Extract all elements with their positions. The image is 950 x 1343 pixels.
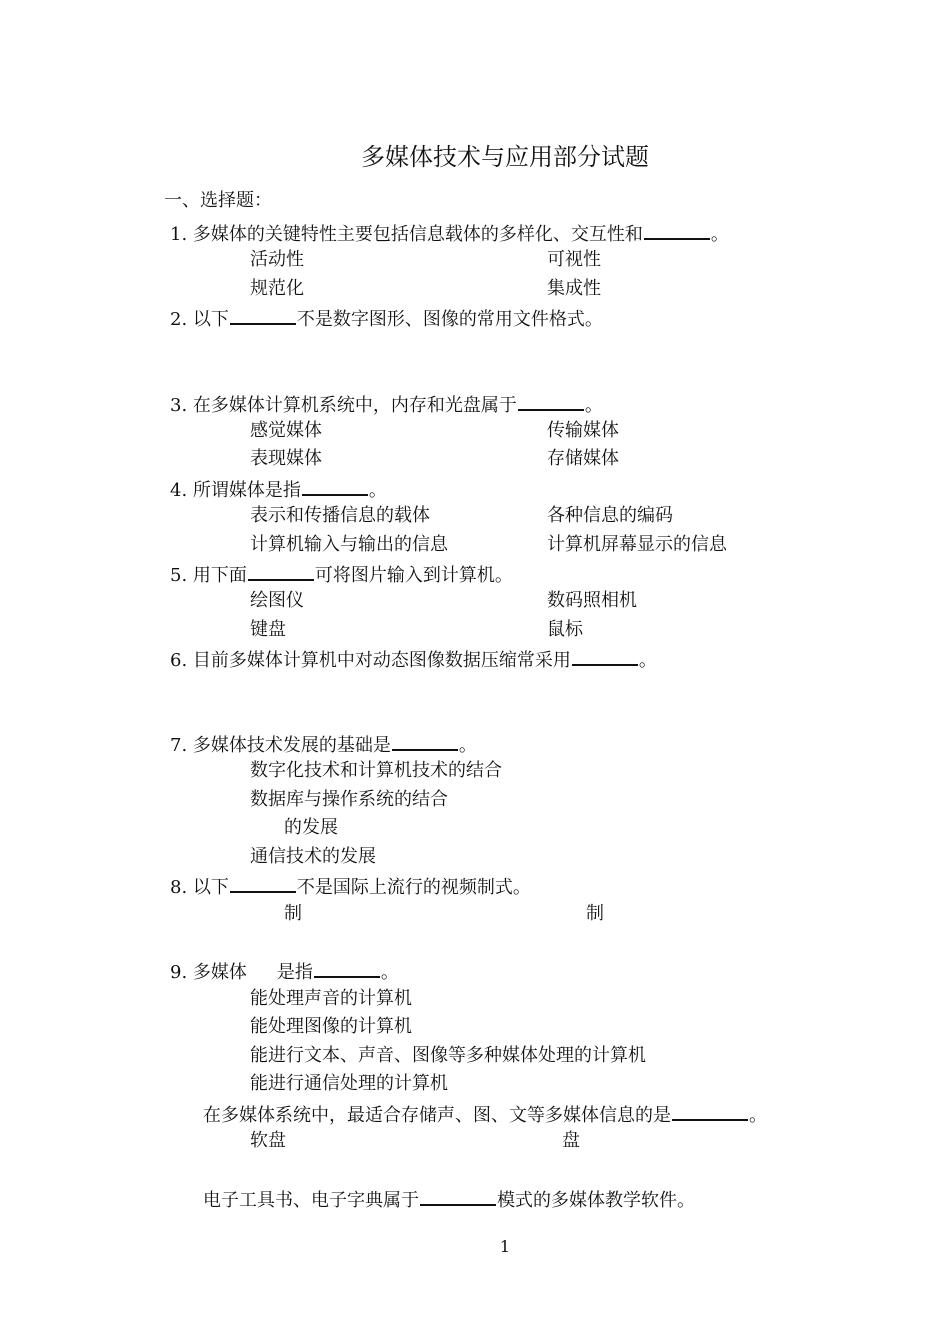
option: 计算机屏幕显示的信息 bbox=[547, 534, 727, 555]
option: 数码照相机 bbox=[547, 590, 637, 611]
question-text-end: 。 bbox=[638, 650, 657, 671]
option: 制 bbox=[586, 903, 604, 924]
question-number: 9. bbox=[170, 962, 188, 983]
question-11 bbox=[203, 1187, 695, 1212]
question-text-end: 不是数字图形、图像的常用文件格式。 bbox=[296, 309, 603, 330]
question-4 bbox=[170, 477, 387, 502]
question-number: 7. bbox=[170, 735, 188, 756]
option: 集成性 bbox=[547, 278, 601, 299]
answer-blank bbox=[644, 221, 710, 240]
option: 通信技术的发展 bbox=[250, 846, 376, 867]
question-number: 2. bbox=[170, 309, 188, 330]
option: 感觉媒体 bbox=[250, 420, 322, 441]
question-text-end: 。 bbox=[584, 395, 603, 416]
option: 鼠标 bbox=[547, 619, 583, 640]
option: 规范化 bbox=[250, 278, 304, 299]
question-text-end: 不是国际上流行的视频制式。 bbox=[296, 877, 531, 898]
option: 可视性 bbox=[547, 249, 601, 270]
question-text: 以下 bbox=[192, 877, 229, 898]
option: 软盘 bbox=[250, 1130, 286, 1151]
answer-blank bbox=[572, 647, 638, 666]
question-number: 1. bbox=[170, 224, 188, 245]
answer-blank bbox=[672, 1102, 748, 1121]
option: 各种信息的编码 bbox=[547, 505, 673, 526]
question-text: 多媒体技术发展的基础是 bbox=[192, 735, 391, 756]
question-2 bbox=[170, 306, 603, 331]
option: 表现媒体 bbox=[250, 448, 322, 469]
question-text-end: 。 bbox=[368, 480, 387, 501]
question-8 bbox=[170, 874, 531, 899]
question-text-2: 是指 bbox=[276, 962, 313, 983]
option: 盘 bbox=[562, 1130, 580, 1151]
option: 数字化技术和计算机技术的结合 bbox=[250, 760, 502, 781]
question-text-end: 。 bbox=[749, 1105, 767, 1126]
question-text: 多媒体的关键特性主要包括信息载体的多样化、交互性和 bbox=[192, 224, 643, 245]
answer-blank bbox=[518, 392, 584, 411]
option: 制 bbox=[284, 903, 302, 924]
answer-blank bbox=[230, 306, 296, 325]
question-number: 3. bbox=[170, 395, 188, 416]
answer-blank bbox=[302, 477, 368, 496]
option: 的发展 bbox=[284, 817, 338, 838]
page-title: 多媒体技术与应用部分试题 bbox=[361, 143, 649, 171]
question-9 bbox=[170, 959, 399, 984]
question-number: 5. bbox=[170, 565, 188, 586]
question-text: 电子工具书、电子字典属于 bbox=[203, 1190, 419, 1211]
option: 键盘 bbox=[250, 619, 286, 640]
answer-blank bbox=[392, 732, 458, 751]
answer-blank bbox=[230, 874, 296, 893]
question-text: 用下面 bbox=[192, 565, 247, 586]
question-text: 多媒体 bbox=[192, 962, 247, 983]
question-text-end: 。 bbox=[380, 962, 399, 983]
question-5 bbox=[170, 562, 513, 587]
option: 能处理图像的计算机 bbox=[250, 1016, 412, 1037]
option: 绘图仪 bbox=[250, 590, 304, 611]
question-3 bbox=[170, 392, 603, 417]
question-text-end: 模式的多媒体教学软件。 bbox=[497, 1190, 695, 1211]
question-text: 在多媒体计算机系统中，内存和光盘属于 bbox=[192, 395, 517, 416]
page-number: 1 bbox=[499, 1237, 511, 1256]
answer-blank bbox=[420, 1187, 496, 1206]
question-10 bbox=[203, 1102, 767, 1127]
question-number: 8. bbox=[170, 877, 188, 898]
question-number: 6. bbox=[170, 650, 188, 671]
question-6 bbox=[170, 647, 657, 672]
question-text: 在多媒体系统中，最适合存储声、图、文等多媒体信息的是 bbox=[203, 1105, 671, 1126]
question-number: 4. bbox=[170, 480, 188, 501]
option: 传输媒体 bbox=[547, 420, 619, 441]
question-text-end: 。 bbox=[710, 224, 729, 245]
option: 数据库与操作系统的结合 bbox=[250, 789, 448, 810]
answer-blank bbox=[314, 959, 380, 978]
question-text-end: 可将图片输入到计算机。 bbox=[314, 565, 513, 586]
option: 表示和传播信息的载体 bbox=[250, 505, 430, 526]
question-7 bbox=[170, 732, 477, 757]
question-text-end: 。 bbox=[458, 735, 477, 756]
question-text: 以下 bbox=[192, 309, 229, 330]
question-text: 目前多媒体计算机中对动态图像数据压缩常采用 bbox=[192, 650, 571, 671]
option: 存储媒体 bbox=[547, 448, 619, 469]
section-heading: 一、选择题： bbox=[164, 190, 272, 211]
question-1 bbox=[170, 221, 729, 246]
option: 活动性 bbox=[250, 249, 304, 270]
question-text: 所谓媒体是指 bbox=[192, 480, 301, 501]
option: 计算机输入与输出的信息 bbox=[250, 534, 448, 555]
option: 能处理声音的计算机 bbox=[250, 988, 412, 1009]
option: 能进行文本、声音、图像等多种媒体处理的计算机 bbox=[250, 1045, 646, 1066]
answer-blank bbox=[248, 562, 314, 581]
option: 能进行通信处理的计算机 bbox=[250, 1073, 448, 1094]
